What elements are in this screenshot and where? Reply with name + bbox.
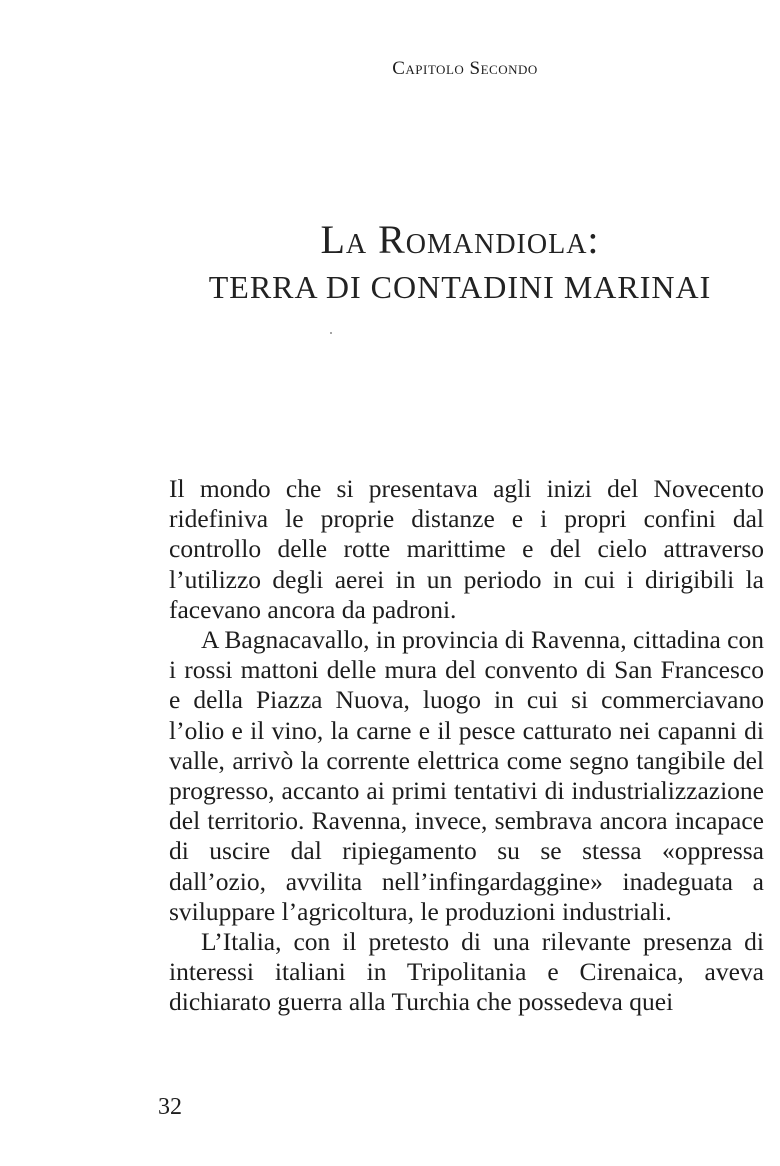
paragraph-2: A Bagnacavallo, in provincia di Ravenna, cittadina con i rossi mattoni delle mura del convento di San Francesco e della Piazza Nuova, luogo in cui si commerciavano l’olio e il vino, la carne e il pesce catturato nei capanni di valle, arrivò la corrente elettrica come segno tangibile del progresso, accanto ai primi tentativi di industrializzazione del territorio. Ravenna, invece, sembrava ancora incapace di uscire dal ripiegamento su se stessa «oppressa dall’ozio, avvilita nell’infingardaggine» inadeguata a sviluppare l’agricoltura, le produzioni industriali. (169, 625, 764, 926)
print-speck (330, 332, 332, 334)
running-head: Capitolo Secondo (392, 58, 538, 79)
paragraph-1: Il mondo che si presentava agli inizi del Novecento ridefiniva le proprie distanze e i propri confini dal controllo delle rotte marittime e del cielo attraverso l’utilizzo degli aerei in un periodo in cui i dirigibili la facevano ancora da padroni. (169, 474, 764, 624)
chapter-title-line-2: TERRA DI CONTADINI MARINAI (208, 269, 712, 305)
paragraph-3: L’Italia, con il pretesto di una rilevante presenza di interessi italiani in Tripolitania e Cirenaica, aveva dichiarato guerra alla Turchia che possedeva quei (169, 927, 764, 1017)
chapter-title-line-1: La Romandiola: (320, 217, 600, 262)
page-number: 32 (158, 1094, 182, 1120)
body-text (169, 474, 764, 1018)
chapter-title (150, 216, 770, 306)
